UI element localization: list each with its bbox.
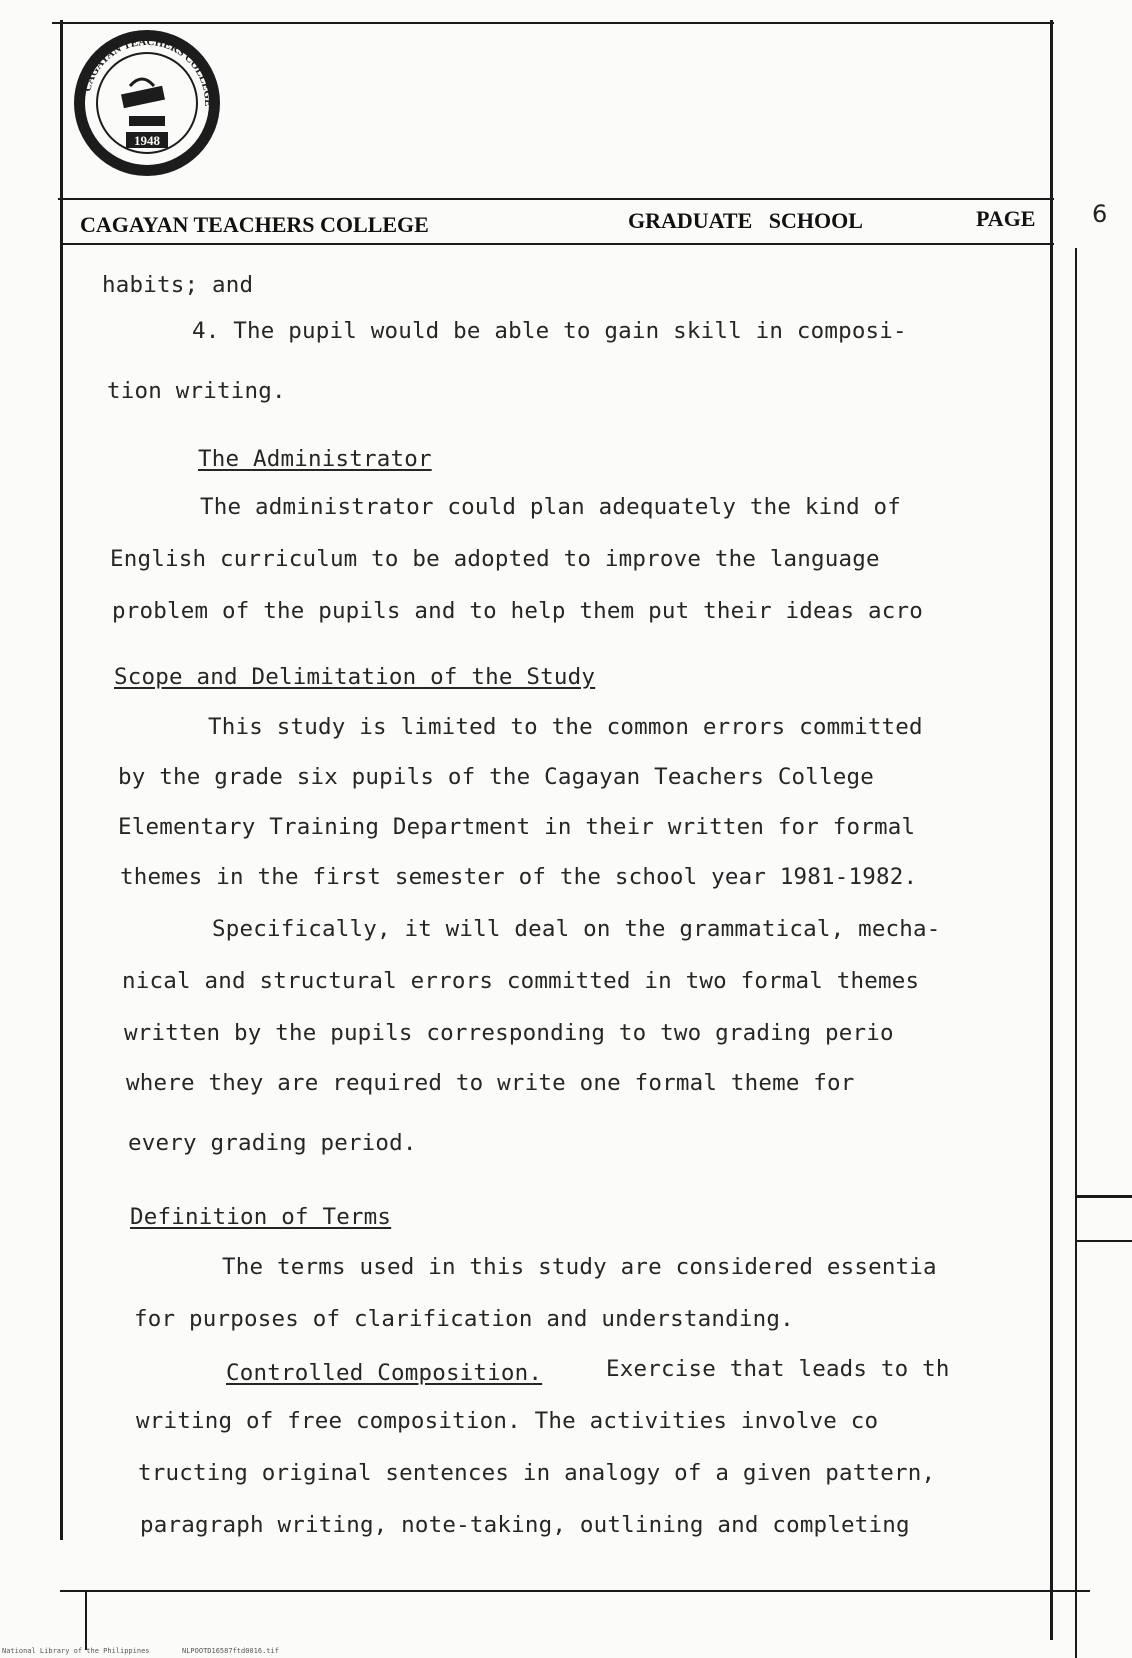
text-line: where they are required to write one formal theme for [126, 1070, 855, 1096]
text-line: for purposes of clarification and understanding. [134, 1306, 794, 1332]
text-line: themes in the first semester of the school year 1981-1982. [120, 864, 918, 890]
text-line: written by the pupils corresponding to two grading perio [124, 1020, 894, 1046]
svg-text:CAGAYAN TEACHERS COLLEGE: CAGAYAN TEACHERS COLLEGE [81, 35, 215, 107]
text-line: 4. The pupil would be able to gain skill in composi- [192, 318, 907, 344]
text-line: English curriculum to be adopted to improve the language [110, 546, 880, 572]
term-heading: Controlled Composition. [226, 1360, 543, 1386]
text-line: tructing original sentences in analogy of a given pattern, [138, 1460, 936, 1486]
text-line: paragraph writing, note-taking, outlining and completing [140, 1512, 910, 1538]
text-line: The terms used in this study are considered essentia [222, 1254, 937, 1280]
graduate-school-header: GRADUATE SCHOOL [628, 208, 863, 233]
right-column-rule [1075, 248, 1077, 1658]
header-top-rule [58, 198, 1054, 200]
text-line: This study is limited to the common errors committed [208, 714, 923, 740]
text-line: habits; and [102, 272, 254, 298]
section-heading-administrator: The Administrator [198, 446, 432, 472]
text-line: nical and structural errors committed in two formal themes [122, 968, 920, 994]
text-line: Specifically, it will deal on the grammatical, mecha- [212, 916, 941, 942]
text-line: every grading period. [128, 1130, 417, 1156]
frame-right-rule [1050, 20, 1053, 1640]
text-line: Elementary Training Department in their written for formal [118, 814, 916, 840]
scan-source-label: National Library of the Philippines [2, 1647, 150, 1655]
text-line: by the grade six pupils of the Cagayan Teachers College [118, 764, 875, 790]
frame-top-rule [52, 22, 1054, 24]
scan-file-label: NLPOOTD16587ftd0016.tif [182, 1647, 279, 1655]
right-margin-tick [1075, 1240, 1132, 1242]
page-number: 6 [1092, 200, 1108, 228]
page-label: PAGE [976, 206, 1036, 231]
frame-left-rule [60, 20, 63, 1540]
college-seal [72, 28, 222, 178]
svg-text:1948: 1948 [134, 133, 160, 148]
text-line: tion writing. [107, 378, 286, 404]
text-line: writing of free composition. The activities involve co [136, 1408, 879, 1434]
text-line: The administrator could plan adequately the kind of [200, 494, 902, 520]
header-bottom-rule [60, 243, 1054, 245]
college-name-header: CAGAYAN TEACHERS COLLEGE [80, 212, 429, 237]
right-margin-tick [1075, 1195, 1132, 1198]
text-line: Exercise that leads to th [606, 1356, 950, 1382]
bottom-left-rule [85, 1590, 87, 1650]
text-line: problem of the pupils and to help them put their ideas acro [112, 598, 924, 624]
section-heading-scope: Scope and Delimitation of the Study [114, 664, 596, 690]
section-heading-terms: Definition of Terms [130, 1204, 392, 1230]
bottom-rule [60, 1590, 1090, 1592]
